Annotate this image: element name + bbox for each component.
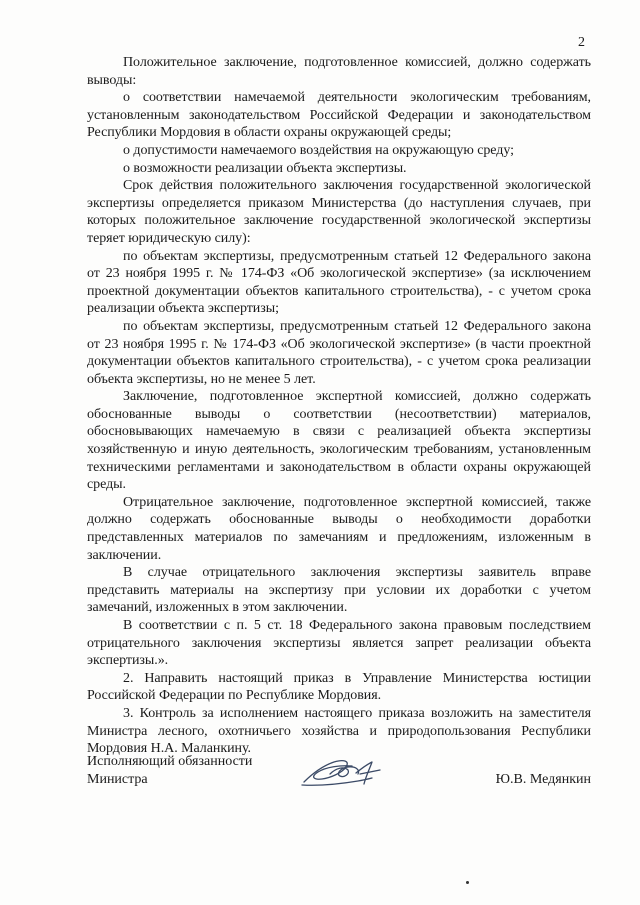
paragraph-expert-commission-conclusion: Заключение, подготовленное экспертной комиссией, должно содержать обоснованные выводы о соответствии (несоответствии) материалов, обосновывающих намечаемую в связи с реализацией объекта экспертизы хозяйственную и иную деятельность, экологическим требованиям, установленным техническими регламентами и законодательством в области охраны окружающей среды. bbox=[87, 389, 591, 493]
page-number: 2 bbox=[578, 35, 585, 50]
paragraph-compliance-conclusion: о соответствии намечаемой деятельности экологическим требованиям, установленным законодательством Российской Федерации и законодательством Республики Мордовия в области охраны окружающей среды; bbox=[87, 90, 591, 141]
paragraph-impact-admissibility: о допустимости намечаемого воздействия на окружающую среду; bbox=[123, 142, 514, 158]
signatory-name: Ю.В. Медянкин bbox=[495, 771, 591, 787]
paragraph-item-3-control: 3. Контроль за исполнением настоящего приказа возложить на заместителя Министра лесного, охотничьего хозяйства и природопользования Республики Мордовия Н.А. Маланкину. bbox=[87, 705, 591, 757]
paragraph-legal-consequence: В соответствии с п. 5 ст. 18 Федерального закона правовым последствием отрицательного заключения экспертизы является запрет реализации объекта экспертизы.». bbox=[87, 618, 591, 669]
paragraph-item-2-ministry-of-justice: 2. Направить настоящий приказ в Управление Министерства юстиции Российской Федерации по Республике Мордовия. bbox=[87, 670, 591, 704]
document-body bbox=[87, 54, 591, 758]
paragraph-negative-conclusion: Отрицательное заключение, подготовленное экспертной комиссией, также должно содержать обоснованные выводы о необходимости доработки представленных материалов по замечаниям и предложениям, изложенным в заключении. bbox=[87, 494, 591, 563]
paragraph-resubmission: В случае отрицательного заключения экспертизы заявитель вправе представить материалы на экспертизу при условии их доработки с учетом замечаний, изложенных в этом заключении. bbox=[87, 565, 591, 616]
paragraph-validity-objects-design-docs: по объектам экспертизы, предусмотренным статьей 12 Федерального закона от 23 ноября 1995 г. № 174-ФЗ «Об экологической экспертизе» (в части проектной документации объектов капитального строительства), - с учетом срока реализации объекта экспертизы, но не менее 5 лет. bbox=[87, 318, 591, 387]
signatory-title: Исполняющий обязанности Министра bbox=[87, 754, 253, 787]
paragraph-validity-period: Срок действия положительного заключения государственной экологической экспертизы определяется приказом Министерства (до наступления случаев, при которых положительное заключение государственной экологической экспертизы теряет юридическую силу): bbox=[87, 178, 591, 246]
paragraph-validity-objects-general: по объектам экспертизы, предусмотренным статьей 12 Федерального закона от 23 ноября 1995 г. № 174-ФЗ «Об экологической экспертизе» (за исключением проектной документации объектов капитального строительства), - с учетом срока реализации объекта экспертизы; bbox=[87, 248, 591, 317]
handwritten-signature bbox=[300, 752, 400, 794]
paragraph-implementation-possibility: о возможности реализации объекта экспертизы. bbox=[123, 160, 407, 176]
scan-speck bbox=[466, 881, 469, 884]
paragraph-positive-conclusion-intro: Положительное заключение, подготовленное комиссией, должно содержать выводы: bbox=[87, 55, 591, 88]
